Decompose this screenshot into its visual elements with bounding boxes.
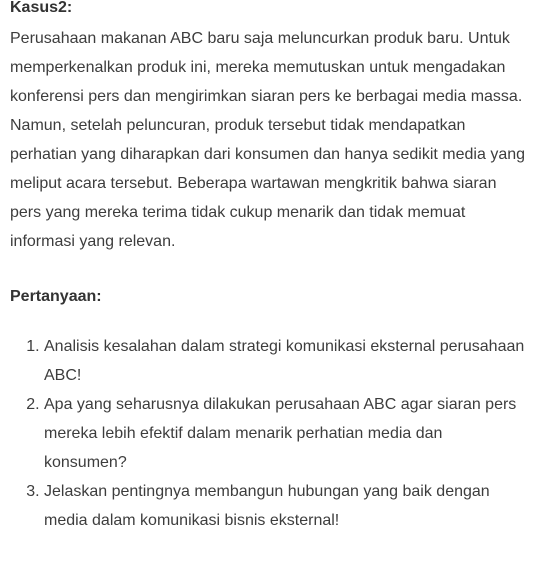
document [10,0,525,535]
question-item: 1. Analisis kesalahan dalam strategi komunikasi eksternal perusahaan ABC! [44,332,525,390]
questions-title: Pertanyaan: [10,288,102,305]
question-item: 3. Jelaskan pentingnya membangun hubungan yang baik dengan media dalam komunikasi bisnis eksternal! [44,477,525,535]
case-title: Kasus2: [10,0,73,16]
question-list [10,332,525,535]
case-description: Perusahaan makanan ABC baru saja meluncurkan produk baru. Untuk memperkenalkan produk ini, mereka memutuskan untuk mengadakan konferensi pers dan mengirimkan siaran pers ke berbagai media massa. Namun, setelah peluncuran, produk tersebut tidak mendapatkan perhatian yang diharapkan dari konsumen dan hanya sedikit media yang meliput acara tersebut. Beberapa wartawan mengkritik bahwa siaran pers yang mereka terima tidak cukup menarik dan tidak memuat informasi yang relevan. [10,30,526,250]
question-item: 2. Apa yang seharusnya dilakukan perusahaan ABC agar siaran pers mereka lebih efektif dalam menarik perhatian media dan konsumen? [44,390,525,477]
